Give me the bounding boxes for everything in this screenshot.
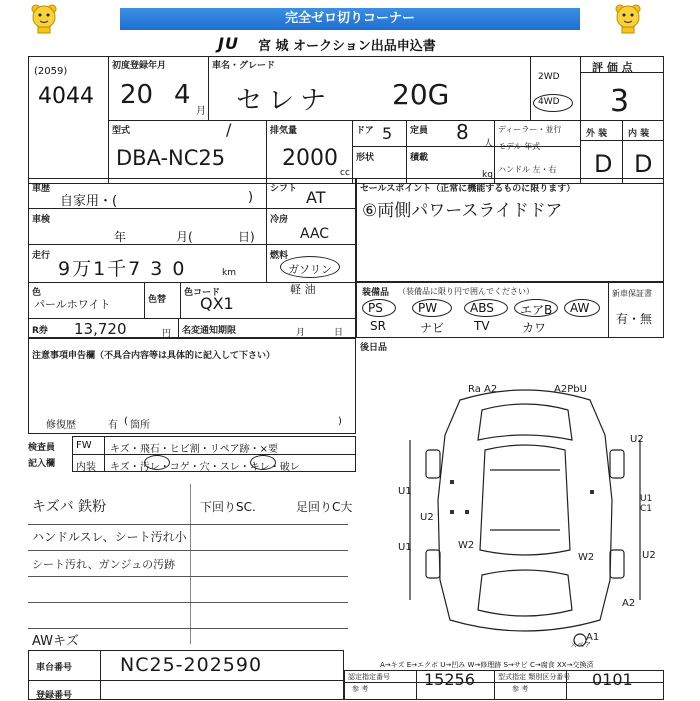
ref-value: 0101 [592,670,633,689]
selling-points-label: セールスポイント（正常に機能するものに限ります） [360,184,576,194]
equipment-note: （装備品に限り円で囲んでください） [398,287,534,296]
stain-circle [144,455,170,470]
dealer-label: ディーラー・並行 [498,125,562,134]
capacity-value: 8 [456,120,469,144]
equip-navi: ナビ [420,321,445,335]
repair-paren-open: ( [124,416,128,427]
capacity-unit: 人 [484,139,494,149]
mark-ra2: Ra A2 [468,384,498,395]
banner-title: 完全ゼロ切りコーナー [120,8,580,30]
note-left-2: ハンドルスレ、シート汚れ小 [32,530,187,544]
recycle-label: R券 [32,326,48,336]
note-left-1: キズバ 鉄粉 [32,499,107,515]
mark-a1: A1 [586,632,600,643]
mark-u1-b: U1 [398,542,412,553]
name-change-label: 名変通知期限 [182,326,237,336]
equip-abs: ABS [470,301,494,315]
registration-month: 4 [174,80,191,110]
mark-u1-a: U1 [398,486,412,497]
rating-score: 3 [610,84,630,119]
fw-text: キズ・飛石・ヒビ割・リペア跡・×要 [110,444,278,455]
repair-paren-close: ) [338,416,342,427]
aircon-value: AAC [300,226,330,242]
equip-leather: カワ [522,321,547,335]
drive-2wd: 2WD [538,72,560,82]
load-unit: kg [482,170,493,180]
capacity-label: 定員 [410,126,429,136]
rating-label: 評 価 点 [592,61,633,74]
color-code-label: 色コード [184,288,221,298]
registration-number-label: 登録番号 [36,691,73,701]
interior-label: 内装 [76,462,96,473]
model-slash: / [226,120,232,139]
note-bottom: AWキズ [32,634,79,649]
mark-u2-mid: U2 [420,512,434,523]
mark-w2-b: W2 [578,552,595,563]
mark-w2-a: W2 [458,540,475,551]
usage-value: 自家用・( [60,194,118,209]
note-left-3: シート汚れ、ガンジュの汚跡 [32,558,176,571]
color-change-label: 色替 [148,295,167,305]
car-grade-value: 20G [392,78,450,111]
spare-label: スペア [570,641,591,649]
model-year-label: モデル 年式 [498,142,541,151]
lot-code: (2059) [34,66,68,77]
ref-sub-1: 参 考 [352,685,369,693]
ref-sub-2: 参 考 [512,685,529,693]
scuff-circle [250,455,276,470]
inspection-year: 年 [114,230,127,244]
ref-label: 型式指定 類別区分番号 [498,673,571,681]
load-label: 積載 [410,153,429,163]
selling-points-value: ⑥両側パワースライドドア [362,201,563,221]
equip-aw: AW [570,301,590,315]
recycle-value: 13,720 [74,320,127,338]
repair-part: 箇所 [130,420,150,431]
fuel-label: 燃料 [270,251,289,261]
interior-text: キズ・汚レ・コゲ・穴・スレ・キレ・破レ [110,462,300,473]
car-name-label: 車名・グレード [212,61,276,71]
registration-month-unit: 月 [196,106,206,117]
repair-label: 修復歴 [46,420,76,431]
chassis-label: 車台番号 [36,663,73,673]
ju-logo: JU [218,34,239,53]
mileage-value: 9万1千7 3 0 [58,258,187,280]
displacement-label: 排気量 [270,126,298,136]
color-code-value: QX1 [200,294,234,313]
color-label: 色 [32,288,42,298]
note-mid-1: 下回りSC. [200,500,256,514]
interior-grade-value: D [634,150,653,178]
registration-year: 20 [120,80,154,110]
car-name-value: セレナ [236,86,333,116]
equip-sr: SR [370,319,386,333]
usage-label: 車歴 [32,184,51,194]
warranty-label: 新車保証書 [612,289,652,298]
mark-a2pbu: A2PbU [554,384,587,395]
name-change-month: 月 [296,328,306,338]
mark-a2: A2 [622,598,636,609]
warranty-value: 有・無 [616,312,653,326]
equipment-label: 装備品 [362,288,390,298]
chassis-value: NC25-202590 [120,654,263,676]
aircon-label: 冷房 [270,215,289,225]
equip-ps: PS [368,301,383,315]
repair-has: 有 [108,420,118,431]
notes-divider [190,484,191,644]
name-change-day: 日 [334,328,344,338]
doors-label: ドア [356,126,374,136]
usage-close: ) [248,190,254,205]
exterior-grade-label: 外 装 [586,129,608,139]
shift-value: AT [306,188,326,207]
handle-label: ハンドル 左・右 [498,165,557,174]
shift-label: シフト [270,184,298,194]
shape-label: 形状 [356,153,375,163]
registration-label: 初度登録年月 [112,61,167,71]
displacement-unit: cc [340,168,350,178]
note-right-1: 足回りC大 [296,500,353,514]
displacement-value: 2000 [282,146,338,171]
lot-number: 4044 [38,84,94,109]
drive-4wd: 4WD [538,97,560,107]
defect-legend: A→キズ E→エクボ U→凹み W→修理跡 S→サビ C→腐食 XX→交換済 [380,661,594,669]
inspector-label: 検査員 [28,443,56,453]
fuel-diesel: 軽 油 [290,283,316,296]
mark-u1c1: U1 C1 [640,494,653,514]
inspection-month: 月( [176,230,193,244]
equip-airbag: エアB [520,303,553,317]
mark-u2-top: U2 [630,434,644,445]
exterior-grade-value: D [594,150,613,178]
bear-mascot-right-icon [612,2,644,34]
inspection-label: 車検 [32,215,51,225]
auth-number-value: 15256 [424,670,475,689]
entry-label: 記入欄 [28,459,56,469]
banner [0,0,700,36]
model-label: 型式 [112,126,131,136]
fw-label: FW [76,440,92,451]
fuel-gasoline: ガソリン [288,263,332,276]
color-value: パールホワイト [34,298,111,311]
recycle-unit: 円 [162,329,172,339]
mileage-label: 走行 [32,251,51,261]
later-items-label: 後日品 [360,343,388,353]
interior-grade-label: 内 装 [628,129,650,139]
bear-mascot-left-icon [28,2,60,34]
notes-label: 注意事項申告欄（不具合内容等は具体的に記入して下さい） [32,351,276,361]
model-value: DBA-NC25 [116,146,226,170]
doors-value: 5 [382,124,393,143]
equip-tv: TV [474,319,490,333]
equip-pw: PW [418,301,438,315]
inspection-day: 日) [238,230,255,244]
mark-u2-right: U2 [642,550,656,561]
mileage-unit: km [222,268,236,278]
auth-number-label: 認定指定番号 [348,673,390,681]
form-title: 宮 城 オークション出品申込書 [258,39,436,54]
